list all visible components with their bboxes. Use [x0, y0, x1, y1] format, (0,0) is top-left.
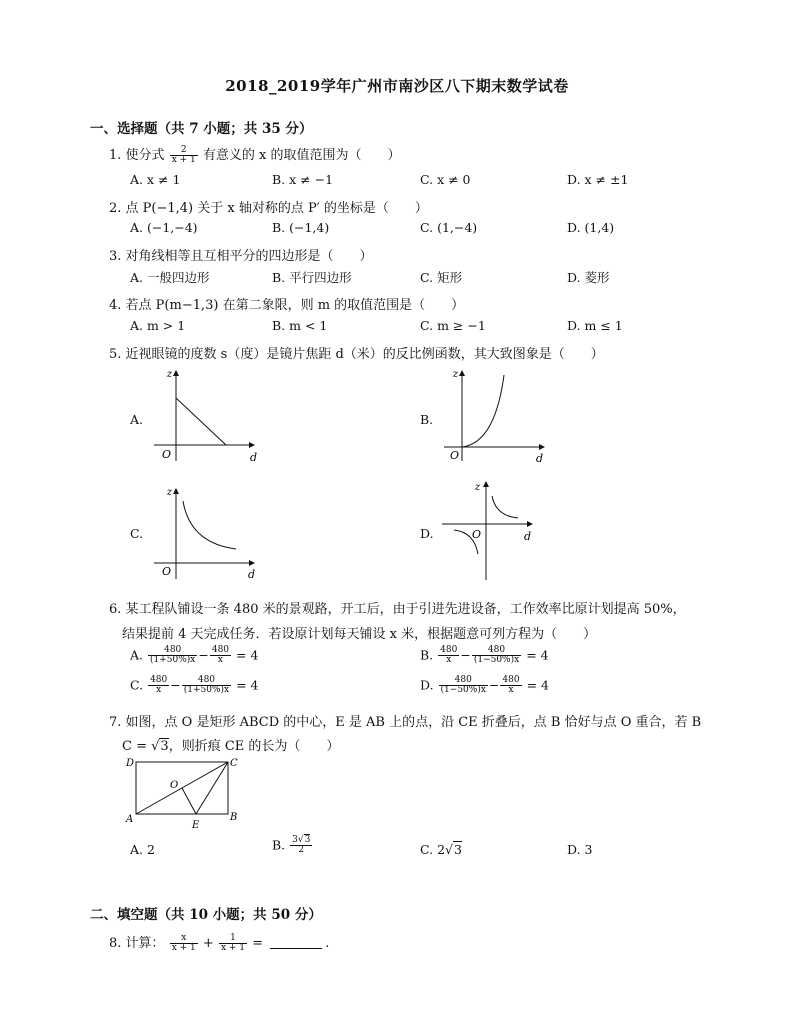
- point-o-label: O: [170, 780, 179, 791]
- axis-label-d: d: [524, 530, 532, 543]
- hyperbola-branch-1: [492, 496, 518, 518]
- q7-option-c[interactable]: C. 2√3: [420, 842, 462, 857]
- q7-option-b[interactable]: B. $\frac{3√3}{2}$: [272, 835, 311, 856]
- q5-option-b[interactable]: B.: [420, 412, 434, 427]
- origin-label: O: [162, 448, 172, 461]
- q3-option-d[interactable]: D. 菱形: [567, 270, 610, 285]
- power-curve: [462, 375, 504, 447]
- q4-option-a[interactable]: A. m > 1: [130, 318, 186, 333]
- question-5: 5. 近视眼镜的度数 s（度）是镜片焦距 d（米）的反比例函数，其大致图象是（ ）: [109, 347, 604, 362]
- point-d-label: D: [126, 758, 135, 769]
- q6-option-d[interactable]: D. $\frac{480}{(1-50\%)x}$ − $\frac{480}{x}$ = 4: [420, 675, 549, 696]
- q3-option-c[interactable]: C. 矩形: [420, 270, 463, 285]
- question-6-line-2: 结果提前 4 天完成任务．若设原计划每天铺设 x 米，根据题意可列方程为（ ）: [122, 627, 597, 642]
- segment-oe: [182, 788, 196, 814]
- q6-option-a[interactable]: A. $\frac{480}{(1+50\%)x}$ − $\frac{480}{x}$ = 4: [130, 645, 259, 666]
- q5-option-a[interactable]: A.: [130, 412, 144, 427]
- question-7-line-1: 7. 如图，点 O 是矩形 ABCD 的中心，E 是 AB 上的点，沿 CE 折叠后，点 B 恰好与点 O 重合，若 B: [109, 715, 702, 730]
- hyperbola-curve: [183, 501, 236, 549]
- q4-option-d[interactable]: D. m ≤ 1: [567, 318, 623, 333]
- question-1: 1. 使分式 $\frac{2}{x + 1}$ 有意义的 x 的取值范围为（ ）: [109, 144, 401, 165]
- q2-option-d[interactable]: D. (1,4): [567, 220, 615, 235]
- q7-option-a[interactable]: A. 2: [130, 842, 155, 857]
- fraction: $\frac{2}{x + 1}$: [171, 144, 196, 165]
- q3-option-b[interactable]: B. 平行四边形: [272, 270, 352, 285]
- crease-ce: [196, 762, 228, 814]
- q6-option-c[interactable]: C. $\frac{480}{x}$ − $\frac{480}{(1+50\%)x}$ = 4: [130, 675, 259, 696]
- question-4: 4. 若点 P(m−1,3) 在第二象限，则 m 的取值范围是（ ）: [109, 298, 465, 313]
- origin-label: O: [450, 449, 460, 462]
- q2-option-c[interactable]: C. (1,−4): [420, 220, 478, 235]
- question-7-line-2: C = √3，则折痕 CE 的长为（ ）: [122, 739, 340, 754]
- graph-a: [150, 365, 260, 465]
- q1-option-b[interactable]: B. x ≠ −1: [272, 172, 334, 187]
- section-choice-heading: 一、选择题（共 7 小题；共 35 分）: [90, 121, 313, 137]
- question-2: 2. 点 P(−1,4) 关于 x 轴对称的点 P′ 的坐标是（ ）: [109, 201, 428, 216]
- question-3: 3. 对角线相等且互相平分的四边形是（ ）: [109, 249, 373, 264]
- q5-option-d[interactable]: D.: [420, 526, 434, 541]
- exam-title: 2018_2019学年广州市南沙区八下期末数学试卷: [225, 77, 569, 95]
- point-e-label: E: [192, 820, 200, 831]
- question-6-line-1: 6. 某工程队铺设一条 480 米的景观路，开工后，由于引进先进设备，工作效率比原计划提高 50%，: [109, 602, 686, 617]
- origin-label: O: [162, 565, 172, 578]
- rectangle-figure: [126, 754, 240, 834]
- graph-d: [440, 478, 540, 584]
- q2-option-b[interactable]: B. (−1,4): [272, 220, 330, 235]
- question-8: 8. 计算： $\frac{x}{x + 1}$ + $\frac{1}{x + 1}$ = .: [109, 932, 330, 953]
- linear-curve: [176, 398, 226, 445]
- q2-option-a[interactable]: A. (−1,−4): [130, 220, 198, 235]
- origin-label: O: [472, 528, 482, 541]
- q5-option-c[interactable]: C.: [130, 526, 144, 541]
- axis-label-d: d: [248, 568, 256, 581]
- point-a-label: A: [126, 814, 134, 825]
- q3-option-a[interactable]: A. 一般四边形: [130, 270, 210, 285]
- q7-option-d[interactable]: D. 3: [567, 842, 593, 857]
- graph-b: [440, 365, 550, 465]
- axis-label-z: z: [166, 487, 172, 498]
- q1-option-c[interactable]: C. x ≠ 0: [420, 172, 471, 187]
- axis-label-z: z: [166, 369, 172, 380]
- graph-c: [150, 483, 260, 583]
- q4-option-b[interactable]: B. m < 1: [272, 318, 328, 333]
- q1-option-a[interactable]: A. x ≠ 1: [130, 172, 181, 187]
- answer-blank[interactable]: [270, 936, 322, 949]
- section-fill-heading: 二、填空题（共 10 小题；共 50 分）: [90, 907, 322, 923]
- q1-option-d[interactable]: D. x ≠ ±1: [567, 172, 629, 187]
- q6-option-b[interactable]: B. $\frac{480}{x}$ − $\frac{480}{(1-50\%)x}$ = 4: [420, 645, 549, 666]
- q4-option-c[interactable]: C. m ≥ −1: [420, 318, 486, 333]
- axis-label-d: d: [536, 452, 544, 465]
- axis-label-d: d: [250, 451, 258, 464]
- point-b-label: B: [230, 812, 238, 823]
- axis-label-z: z: [452, 369, 458, 380]
- point-c-label: C: [230, 758, 238, 769]
- axis-label-z: z: [474, 482, 480, 493]
